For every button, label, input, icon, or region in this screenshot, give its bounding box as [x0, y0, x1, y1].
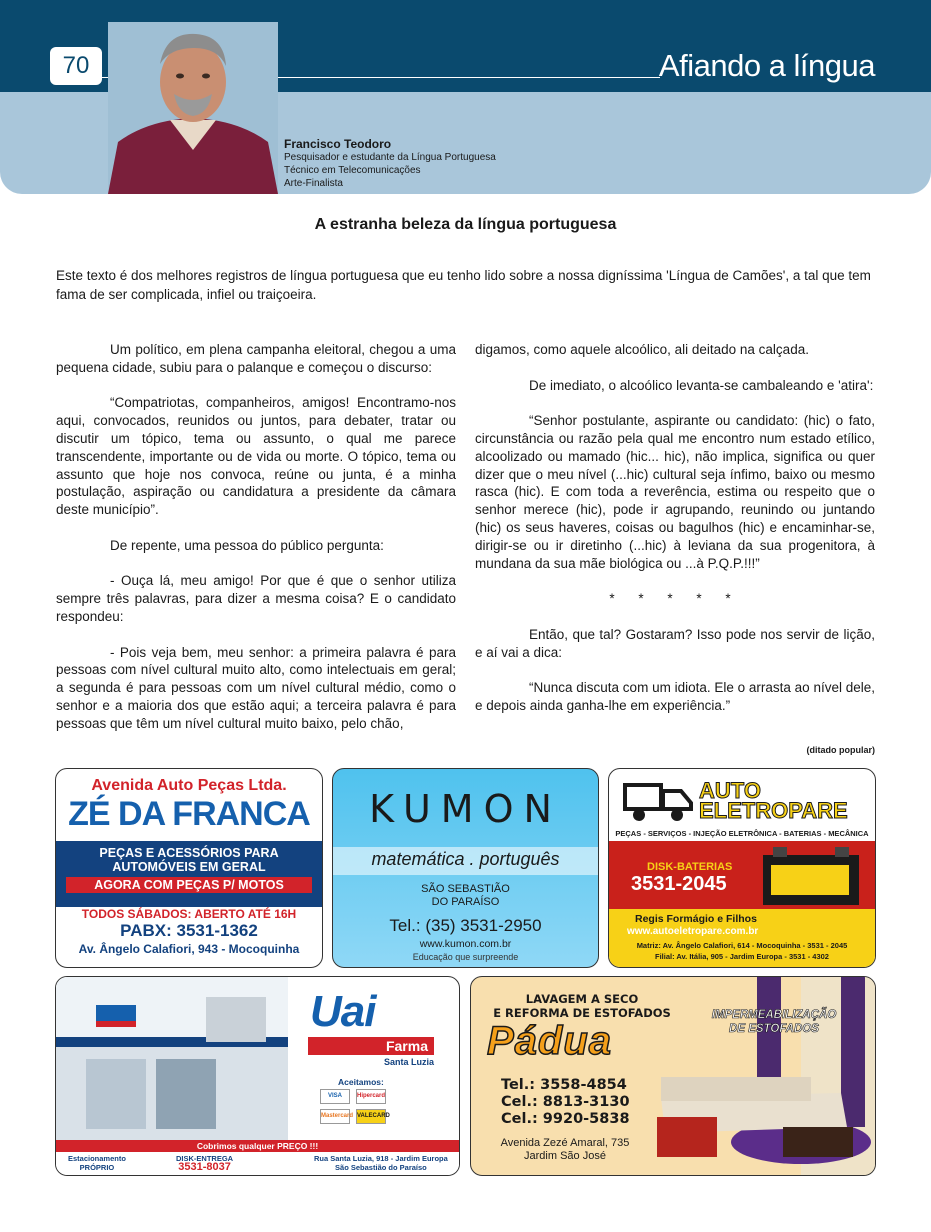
article-column-left [56, 341, 456, 733]
ad-brand: Uai [310, 987, 376, 1036]
ad-brand: Pádua [487, 1019, 613, 1063]
ad-address-line: Avenida Zezé Amaral, 735 [500, 1137, 630, 1149]
ad-subjects: matemática . português [371, 849, 560, 869]
battery-icon [759, 845, 863, 909]
ad-brand [699, 778, 848, 823]
ad-auto-eletropare [608, 768, 876, 968]
ad-band-line: PEÇAS E ACESSÓRIOS PARA [99, 846, 279, 860]
ad-parking [68, 1154, 126, 1172]
article-title: A estranha beleza da língua portuguesa [314, 216, 617, 233]
ad-phones [501, 1077, 630, 1128]
ad-parking-line: Estacionamento [68, 1154, 126, 1163]
ad-services [487, 992, 677, 1020]
paragraph: Então, que tal? Gostaram? Isso pode nos servir de lição, e aí vai a dica: [475, 626, 875, 660]
ad-service-line: LAVAGEM A SECO [525, 992, 639, 1006]
paragraph: - Ouça lá, meu amigo! Por que é que o senhor utiliza sempre três palavras, para dizer a mesma coisa? E o candidato respondeu: [56, 573, 456, 624]
ad-address-line: Rua Santa Luzia, 918 - Jardim Europa [314, 1154, 448, 1163]
section-break: * * * * * [609, 591, 741, 607]
ad-kumon [332, 768, 599, 968]
storefront-image [56, 977, 288, 1140]
ad-address: Filial: Av. Itália, 905 - Jardim Europa - 3531 - 4302 [655, 952, 829, 961]
author-role: Arte-Finalista [284, 178, 343, 189]
payment-cards [320, 1089, 432, 1129]
ad-phone: PABX: 3531-1362 [120, 921, 258, 940]
ad-delivery [176, 1154, 233, 1172]
ad-highlight-line: DE ESTOFADOS [729, 1023, 819, 1035]
ad-brand-line: ELETROPARE [699, 798, 848, 823]
ad-addresses [609, 940, 875, 962]
ad-services: PEÇAS - SERVIÇOS - INJEÇÃO ELETRÔNICA - BATERIAS - MECÂNICA [615, 829, 869, 838]
valecard-icon: VALECARD [356, 1109, 386, 1124]
ad-brand-line: AUTO [699, 778, 761, 803]
ad-address: Matriz: Av. Ângelo Calafiori, 614 - Mocoquinha - 3531 - 2045 [636, 941, 848, 950]
ad-address: Av. Ângelo Calafiori, 943 - Mocoquinha [78, 942, 300, 956]
ad-band-line: AUTOMÓVEIS EM GERAL [112, 860, 266, 874]
ad-band-text [56, 846, 322, 874]
page-number: 70 [50, 47, 102, 85]
section-title: Afiando a língua [658, 48, 875, 83]
paragraph: “Senhor postulante, aspirante ou candidato: (hic) o fato, circunstância ou razão pela qual me encontro num estado etílico, alcoolizado ou mamado (hic... hic), não implica, significa ou quer dizer que o meu nível (...hic) cultural seja ínfimo, baixo ou mesmo rasca (hic). E com toda a reverência, estima ou respeito que o senhor merece (hic), pode ir agrupando, reunindo ou juntando (hic) os seus haveres, coisas ou bagulhos (hic) e encaminhar-se, dirigir-se ou ir diretinho (...hic) à leviana da sua progenitora, à mundana da sua mãe biológica ou ...à P.Q.P.!!!” [475, 413, 875, 571]
quote-attribution: (ditado popular) [806, 745, 875, 755]
ad-slogan: Educação que surpreende [412, 952, 519, 962]
paragraph: “Compatriotas, companheiros, amigos! Encontramo-nos aqui, convocados, reunidos ou juntos, para debater, tratar ou discutir um tópico, tema ou assunto, o qual me parece transcendente, importante ou de vida ou morte. O tópico, tema ou assunto que hoje nos convoca, reúne ou junta, é a minha postulação, aspiração ou candidatura a presidente da câmara deste município”. [56, 395, 456, 518]
ad-disk-label: DISK-ENTREGA [176, 1154, 234, 1163]
paragraph: De repente, uma pessoa do público pergunta: [110, 537, 384, 553]
article-column-right [475, 341, 875, 715]
ad-phone: Cel.: 9920-5838 [501, 1111, 630, 1127]
sofa-image [651, 977, 876, 1176]
paragraph: De imediato, o alcoólico levanta-se cambaleando e 'atira': [529, 377, 874, 393]
ad-website: www.autoeletropare.com.br [627, 926, 759, 937]
ad-city [333, 883, 598, 909]
author-photo [108, 22, 278, 194]
author-name: Francisco Teodoro [284, 137, 392, 151]
ad-parking-line: PRÓPRIO [79, 1163, 115, 1172]
ad-city-line: SÃO SEBASTIÃO [421, 883, 510, 895]
ad-service-line: E REFORMA DE ESTOFADOS [493, 1006, 671, 1020]
ad-hours: TODOS SÁBADOS: ABERTO ATÉ 16H [81, 907, 297, 921]
mastercard-icon: Mastercard [320, 1109, 350, 1124]
ad-address [485, 1137, 645, 1163]
author-role: Pesquisador e estudante da Língua Portuguesa [284, 152, 496, 163]
author-role: Técnico em Telecomunicações [284, 165, 421, 176]
ad-address-line: São Sebastião do Paraíso [335, 1163, 427, 1172]
ad-ze-da-franca [55, 768, 323, 968]
ad-band-highlight: AGORA COM PEÇAS P/ MOTOS [66, 877, 312, 893]
ad-phone: 3531-2045 [631, 873, 727, 895]
ad-brand-sub: Farma [308, 1037, 434, 1055]
paragraph: “Nunca discuta com um idiota. Ele o arrasta ao nível dele, e depois ainda ganha-lhe em experiência.” [475, 680, 875, 713]
ad-highlight [699, 1008, 849, 1036]
ad-highlight-line: IMPERMEABILIZAÇÃO [711, 1009, 837, 1021]
truck-icon [623, 779, 695, 823]
ad-website: www.kumon.com.br [419, 938, 512, 950]
hipercard-icon: Hipercard [356, 1089, 386, 1104]
article-intro: Este texto é dos melhores registros de língua portuguesa que eu tenho lido sobre a nossa digníssima 'Língua de Camões', a tal que tem fama de ser complicada, infiel ou traiçoeira. [56, 268, 871, 302]
ad-phone: 3531-8037 [178, 1161, 231, 1173]
ad-owners: Regis Formágio e Filhos [635, 913, 757, 925]
ad-address-line: Jardim São José [524, 1150, 606, 1162]
paragraph: digamos, como aquele alcoólico, ali deitado na calçada. [475, 342, 809, 357]
paragraph: Um político, em plena campanha eleitoral, chegou a uma pequena cidade, subiu para o palanque e começou o discurso: [56, 342, 456, 375]
ad-brand: KUMON [369, 787, 562, 831]
ad-city: Santa Luzia [383, 1057, 434, 1067]
ad-brand: ZÉ DA FRANCA [68, 795, 310, 833]
ad-city-line: DO PARAÍSO [431, 896, 500, 908]
ad-company: Avenida Auto Peças Ltda. [91, 777, 287, 794]
ad-phone: Tel.: 3558-4854 [501, 1077, 627, 1093]
visa-icon: VISA [320, 1089, 350, 1104]
ad-phone: Cel.: 8813-3130 [501, 1094, 630, 1110]
ad-address [314, 1154, 448, 1172]
ad-accepts-label: Aceitamos: [338, 1077, 384, 1087]
ad-padua [470, 976, 876, 1176]
ad-uai-farma [55, 976, 460, 1176]
ad-phone: Tel.: (35) 3531-2950 [389, 916, 542, 935]
author-info [284, 137, 496, 190]
paragraph: - Pois veja bem, meu senhor: a primeira palavra é para pessoas com nível cultural muito alto, como intelectuais em geral; a segunda é para pessoas com um nível cultural médio, como o senhor e a maioria dos que estão aqui; a terceira palavra é para pessoas que têm um nível cultural muito baixo, pelo chão, [56, 644, 456, 731]
ad-disk-label: DISK-BATERIAS [647, 861, 733, 873]
ad-tagline: Cobrimos qualquer PREÇO !!! [196, 1141, 319, 1151]
